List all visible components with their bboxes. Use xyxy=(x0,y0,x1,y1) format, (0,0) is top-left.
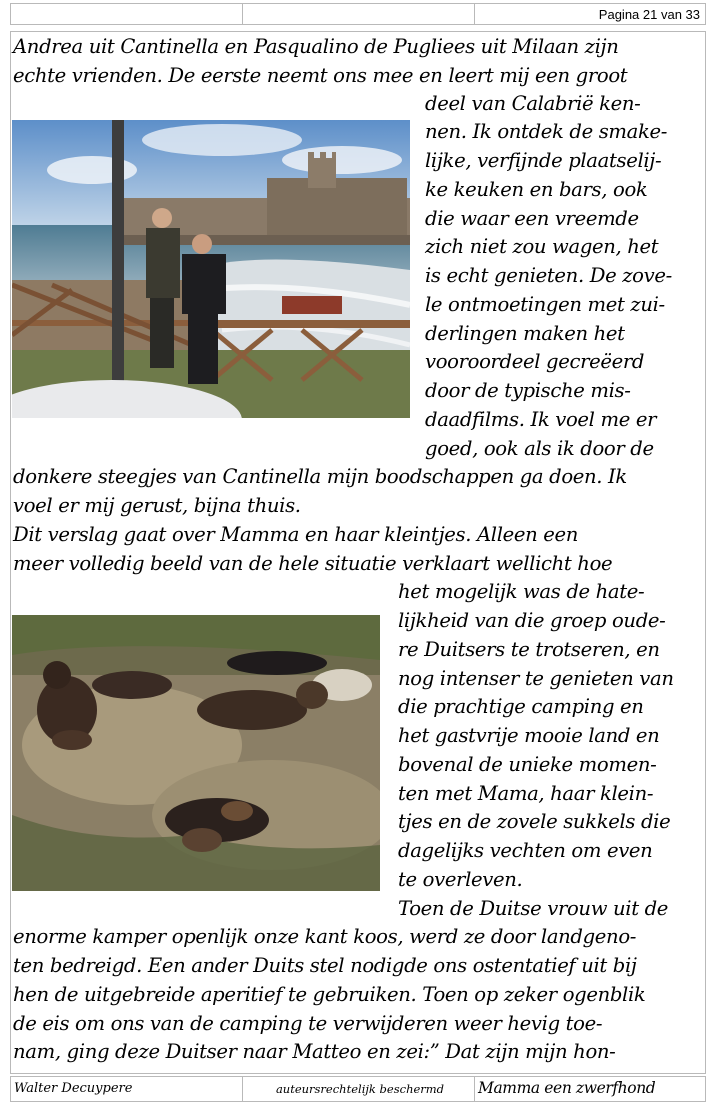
text-line: zich niet zou wagen, het xyxy=(425,235,659,258)
text-line: hen de uitgebreide aperitief te gebruiken. Toen op zeker ogenblik xyxy=(13,983,646,1006)
text-line: ke keuken en bars, ook xyxy=(425,178,648,201)
text-line: te overleven. xyxy=(398,868,523,891)
text-line: meer volledig beeld van de hele situatie verklaart wellicht hoe xyxy=(13,552,613,575)
text-line: voel er mij gerust, bijna thuis. xyxy=(13,494,301,517)
text-line: Andrea uit Cantinella en Pasqualino de Pugliees uit Milaan zijn xyxy=(13,35,619,58)
photo-castle-seaside xyxy=(12,120,410,418)
text-line: vooroordeel gecreëerd xyxy=(425,350,645,373)
text-line: ten met Mama, haar klein- xyxy=(398,782,654,805)
text-line: ten bedreigd. Een ander Duits stel nodigde ons ostentatief uit bij xyxy=(13,954,637,977)
text-line: nen. Ik ontdek de smake- xyxy=(425,120,668,143)
text-line: derlingen maken het xyxy=(425,322,625,345)
text-line: deel van Calabrië ken- xyxy=(425,92,641,115)
footer-copyright: auteursrechtelijk beschermd xyxy=(243,1077,475,1101)
page-footer xyxy=(10,1076,706,1102)
text-line: is echt genieten. De zove- xyxy=(425,264,672,287)
text-line: echte vrienden. De eerste neemt ons mee en leert mij een groot xyxy=(13,64,628,87)
text-line: tjes en de zovele sukkels die xyxy=(398,810,671,833)
text-line: lijke, verfijnde plaatselij- xyxy=(425,149,662,172)
header-cell-middle xyxy=(243,4,475,24)
text-line: lijkheid van die groep oude- xyxy=(398,609,666,632)
page-header xyxy=(10,3,706,25)
text-line: le ontmoetingen met zui- xyxy=(425,293,665,316)
photo-puppies xyxy=(12,615,380,891)
footer-title: Mamma een zwerfhond xyxy=(478,1079,656,1097)
text-line: dagelijks vechten om even xyxy=(398,839,653,862)
text-line: donkere steegjes van Cantinella mijn boodschappen ga doen. Ik xyxy=(13,465,627,488)
text-line: Toen de Duitse vrouw uit de xyxy=(398,897,669,920)
text-line: die waar een vreemde xyxy=(425,207,639,230)
text-line: het gastvrije mooie land en xyxy=(398,724,660,747)
text-line: daadfilms. Ik voel me er xyxy=(425,408,657,431)
page-number: Pagina 21 van 33 xyxy=(598,7,700,22)
text-line: bovenal de unieke momen- xyxy=(398,753,657,776)
text-line: goed, ook als ik door de xyxy=(425,437,654,460)
text-line: die prachtige camping en xyxy=(398,695,644,718)
text-line: door de typische mis- xyxy=(425,379,631,402)
text-line: het mogelijk was de hate- xyxy=(398,580,645,603)
text-line: nog intenser te genieten van xyxy=(398,667,674,690)
text-line: Dit verslag gaat over Mamma en haar kleintjes. Alleen een xyxy=(13,523,579,546)
text-line: nam, ging deze Duitser naar Matteo en zei:” Dat zijn mijn hon- xyxy=(13,1040,616,1063)
text-line: re Duitsers te trotseren, en xyxy=(398,638,660,661)
header-cell-left xyxy=(11,4,243,24)
text-line: enorme kamper openlijk onze kant koos, werd ze door landgeno- xyxy=(13,925,637,948)
text-line: de eis om ons van de camping te verwijderen weer hevig toe- xyxy=(13,1012,603,1035)
footer-author: Walter Decuypere xyxy=(11,1077,243,1101)
